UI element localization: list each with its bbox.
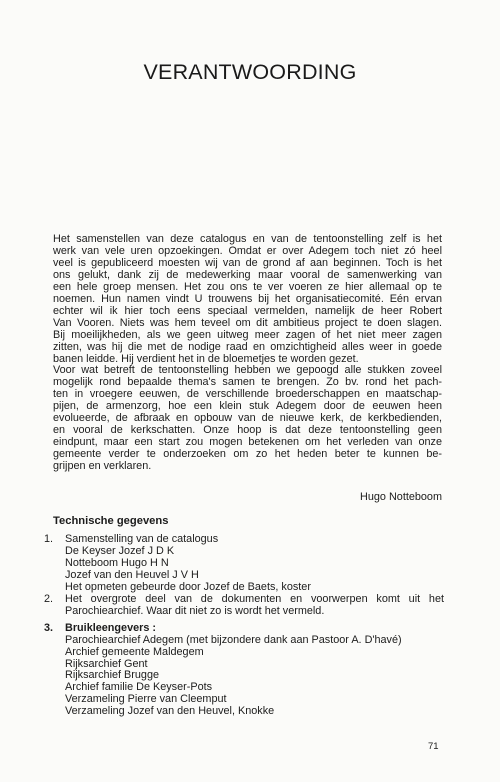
text-line: ten in vroegere eeuwen, de verschillende broederschappen en maatschap-: [53, 388, 442, 401]
list-line: Het opmeten gebeurde door Jozef de Baets, koster: [65, 580, 311, 593]
page-number: 71: [428, 741, 439, 752]
list-item: [32, 623, 444, 719]
list-line: Verzameling Jozef van den Heuvel, Knokke: [65, 705, 275, 718]
list-line: De Keyser Jozef J D K: [65, 544, 175, 557]
list-line: Het overgrote deel van de dokumenten en voorwerpen komt uit het: [65, 592, 444, 605]
list-line: Verzameling Pierre van Cleemput: [65, 693, 227, 706]
author-signature: Hugo Notteboom: [360, 491, 442, 503]
technical-data-list: [32, 534, 444, 718]
text-line: een hele groep mensen. Het zou ons te ver voeren ze hier allemaal op te: [53, 280, 442, 293]
section-heading: Technische gegevens: [53, 515, 169, 527]
text-line: werk van vele uren opzoekingen. Omdat er over Adegem toch niet zó heel: [53, 244, 442, 257]
intro-paragraph: [53, 234, 442, 473]
list-line: Archief familie De Keyser-Pots: [65, 681, 213, 694]
text-line: pijen, de armenzorg, hoe een klein stuk Adegem door de eeuwen heen: [53, 400, 442, 413]
list-number: 2.: [44, 592, 54, 605]
list-line: Rijksarchief Gent: [65, 657, 148, 670]
text-line: banen leidde. Hij verdient het in de bloemetjes te worden gezet.: [53, 352, 359, 365]
list-line: Parochiearchief. Waar dit niet zo is wordt het vermeld.: [65, 604, 325, 617]
list-item: [32, 594, 444, 618]
list-line: Parochiearchief Adegem (met bijzondere dank aan Pastoor A. D'havé): [65, 633, 402, 646]
text-line: mogelijk rond bepaalde thema's samen te brengen. Zo bv. rond het pach-: [53, 376, 442, 389]
text-line: ons gelukt, dank zij de medewerking maar vooral de samenwerking van: [53, 268, 442, 281]
text-line: veel is gepubliceerd moesten wij van de grond af aan beginnen. Toch is het: [53, 256, 442, 269]
list-number: 1.: [44, 533, 54, 545]
list-number: 3.: [44, 621, 54, 634]
list-line: Rijksarchief Brugge: [65, 669, 160, 682]
text-line: Voor wat betreft de tentoonstelling hebben we gepoogd alle stukken zoveel: [53, 364, 442, 377]
text-line: noemen. Hun namen vindt U trouwens bij het organisatiecomité. Eén ervan: [53, 292, 442, 305]
list-line: Jozef van den Heuvel J V H: [65, 568, 199, 581]
list-line: Notteboom Hugo H N: [65, 556, 169, 569]
text-line: zitten, was hij die met de nodige raad en omzichtigheid alles weer in goede: [53, 340, 442, 353]
text-line: en vooral de kerkschatten. Onze hoop is dat deze tentoonstelling geen: [53, 424, 442, 437]
list-item: [32, 534, 444, 594]
list-item-title: Bruikleengevers :: [65, 621, 157, 634]
text-line: eindpunt, maar een start zou mogen betekenen om het verleden van onze: [53, 436, 442, 449]
text-line: Bij moeilijkheden, als we geen uitweg meer zagen of het niet meer zagen: [53, 328, 442, 341]
list-line: Archief gemeente Maldegem: [65, 645, 204, 658]
text-line: grijpen en verklaren.: [53, 460, 152, 473]
text-line: echter wil ik hier toch eens speciaal vermelden, namelijk de heer Robert: [53, 304, 442, 317]
text-line: gemeente verder te onderzoeken om zo het heden beter te kunnen be-: [53, 448, 442, 461]
text-line: evolueerde, de afbraak en opbouw van de nieuwe kerk, de kerkbedienden,: [53, 412, 442, 425]
list-line: Samenstelling van de catalogus: [65, 533, 219, 545]
text-line: Van Vooren. Niets was hem teveel om dit ambitieus project te doen slagen.: [53, 316, 442, 329]
text-line: Het samenstellen van deze catalogus en van de tentoonstelling zelf is het: [53, 233, 442, 245]
page-title: VERANTWOORDING: [143, 60, 357, 84]
